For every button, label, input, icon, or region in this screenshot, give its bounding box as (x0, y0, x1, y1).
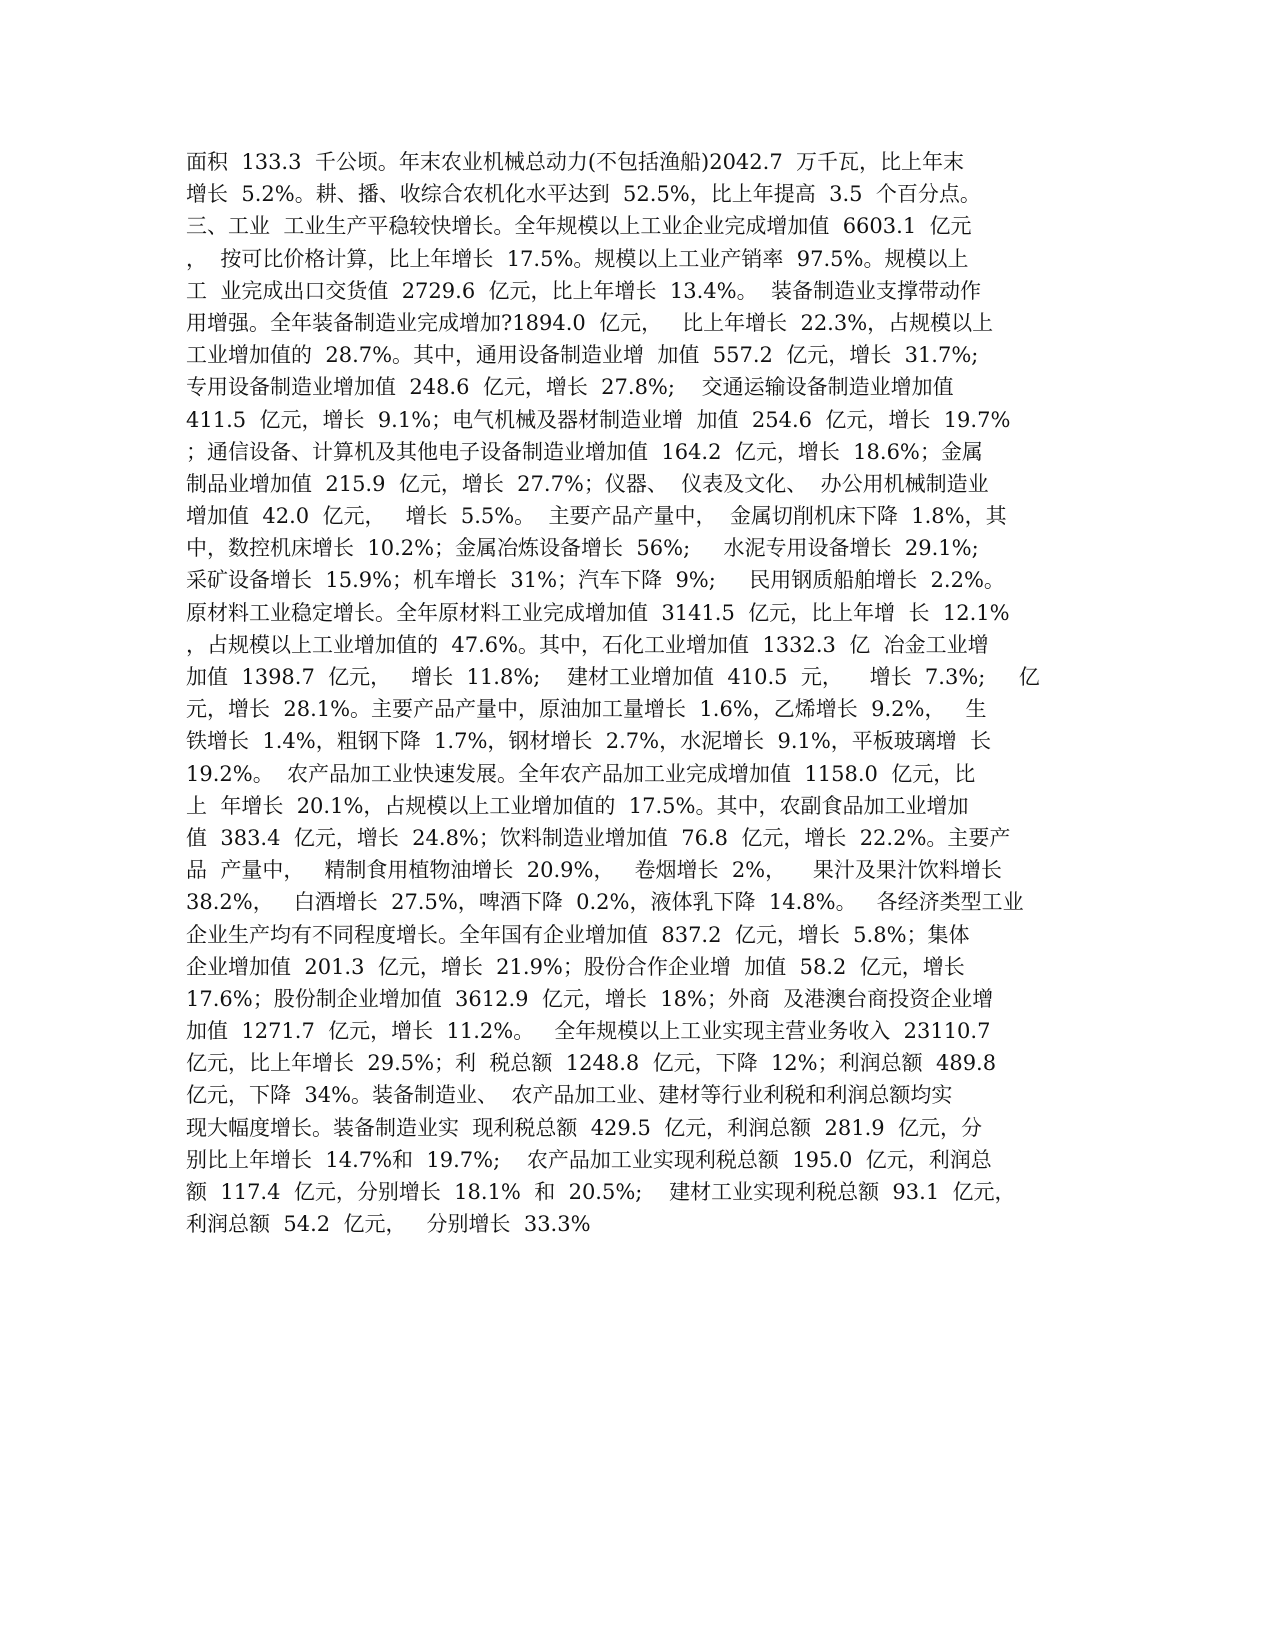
text-line: 中，数控机床增长 10.2%；金属冶炼设备增长 56%; 水泥专用设备增长 29.1%; (186, 536, 979, 561)
text-line: ，占规模以上工业增加值的 47.6%。其中，石化工业增加值 1332.3 亿 冶金工业增 (186, 632, 989, 657)
text-line: 额 117.4 亿元，分别增长 18.1% 和 20.5%; 建材工业实现利税总额 93.1 亿元， (186, 1180, 1016, 1204)
text-line: 上 年增长 20.1%，占规模以上工业增加值的 17.5%。其中，农副食品加工业增加 (186, 793, 969, 818)
text-line: ；通信设备、计算机及其他电子设备制造业增加值 164.2 亿元，增长 18.6%；金属 (186, 439, 983, 464)
text-line: 值 383.4 亿元，增长 24.8%；饮料制造业增加值 76.8 亿元，增长 22.2%。主要产 (186, 825, 1011, 850)
text-line: 38.2%， 白酒增长 27.5%，啤酒下降 0.2%，液体乳下降 14.8%。 各经济类型工业 (186, 890, 1024, 915)
text-line: 面积 133.3 千公顷。年末农业机械总动力(不包括渔船)2042.7 万千瓦，比上年末 (186, 150, 965, 174)
text-line: 采矿设备增长 15.9%；机车增长 31%；汽车下降 9%; 民用钢质船舶增长 2.2%。 (186, 568, 1005, 593)
text-line: 工 业完成出口交货值 2729.6 亿元，比上年增长 13.4%。 装备制造业支撑带动作 (186, 278, 981, 303)
text-line: 加值 1271.7 亿元，增长 11.2%。 全年规模以上工业实现主营业务收入 23110.7 (186, 1019, 991, 1044)
text-line: 铁增长 1.4%，粗钢下降 1.7%，钢材增长 2.7%，水泥增长 9.1%，平板玻璃增 长 (186, 729, 992, 754)
text-line: 别比上年增长 14.7%和 19.7%; 农产品加工业实现利税总额 195.0 亿元，利润总 (186, 1147, 992, 1172)
text-line: 411.5 亿元，增长 9.1%；电气机械及器材制造业增 加值 254.6 亿元，增长 19.7% (186, 407, 1011, 432)
text-line: 专用设备制造业增加值 248.6 亿元，增长 27.8%; 交通运输设备制造业增加值 (186, 375, 954, 400)
text-line: 19.2%。 农产品加工业快速发展。全年农产品加工业完成增加值 1158.0 亿元，比 (186, 761, 976, 786)
text-line: ， 按可比价格计算，比上年增长 17.5%。规模以上工业产销率 97.5%。规模以上 (186, 246, 969, 271)
text-line: 加值 1398.7 亿元， 增长 11.8%; 建材工业增加值 410.5 元， 增长 7.3%; 亿 (186, 665, 1040, 689)
text-line: 工业增加值的 28.7%。其中，通用设备制造业增 加值 557.2 亿元，增长 31.7%; (186, 343, 979, 368)
text-line: 企业生产均有不同程度增长。全年国有企业增加值 837.2 亿元，增长 5.8%；集体 (186, 922, 970, 947)
text-line: 元，增长 28.1%。主要产品产量中，原油加工量增长 1.6%，乙烯增长 9.2%， 生 (186, 697, 987, 722)
text-line: 品 产量中， 精制食用植物油增长 20.9%， 卷烟增长 2%， 果汁及果汁饮料增长 (186, 858, 1002, 883)
text-line: 亿元，比上年增长 29.5%；利 税总额 1248.8 亿元，下降 12%；利润总额 489.8 (186, 1051, 997, 1076)
text-line: 用增强。全年装备制造业完成增加?1894.0 亿元， 比上年增长 22.3%，占规模以上 (186, 310, 994, 335)
text-line: 原材料工业稳定增长。全年原材料工业完成增加值 3141.5 亿元，比上年增 长 12.1% (186, 600, 1010, 625)
text-line: 制品业增加值 215.9 亿元，增长 27.7%；仪器、 仪表及文化、 办公用机械制造业 (186, 471, 989, 496)
text-line: 利润总额 54.2 亿元， 分别增长 33.3% (186, 1212, 591, 1237)
text-line: 企业增加值 201.3 亿元，增长 21.9%；股份合作企业增 加值 58.2 亿元，增长 (186, 954, 965, 979)
text-line: 亿元，下降 34%。装备制造业、 农产品加工业、建材等行业利税和利润总额均实 (186, 1083, 953, 1108)
text-line: 现大幅度增长。装备制造业实 现利税总额 429.5 亿元，利润总额 281.9 亿元，分 (186, 1115, 982, 1140)
text-line: 增加值 42.0 亿元， 增长 5.5%。 主要产品产量中， 金属切削机床下降 1.8%，其 (186, 504, 1007, 529)
text-line: 增长 5.2%。耕、播、收综合农机化水平达到 52.5%，比上年提高 3.5 个百分点。 (186, 182, 981, 207)
text-line: 17.6%；股份制企业增加值 3612.9 亿元，增长 18%；外商 及港澳台商投资企业增 (186, 986, 994, 1011)
text-line: 三、工业 工业生产平稳较快增长。全年规模以上工业企业完成增加值 6603.1 亿元 (186, 214, 972, 239)
body-text (186, 146, 1106, 1240)
